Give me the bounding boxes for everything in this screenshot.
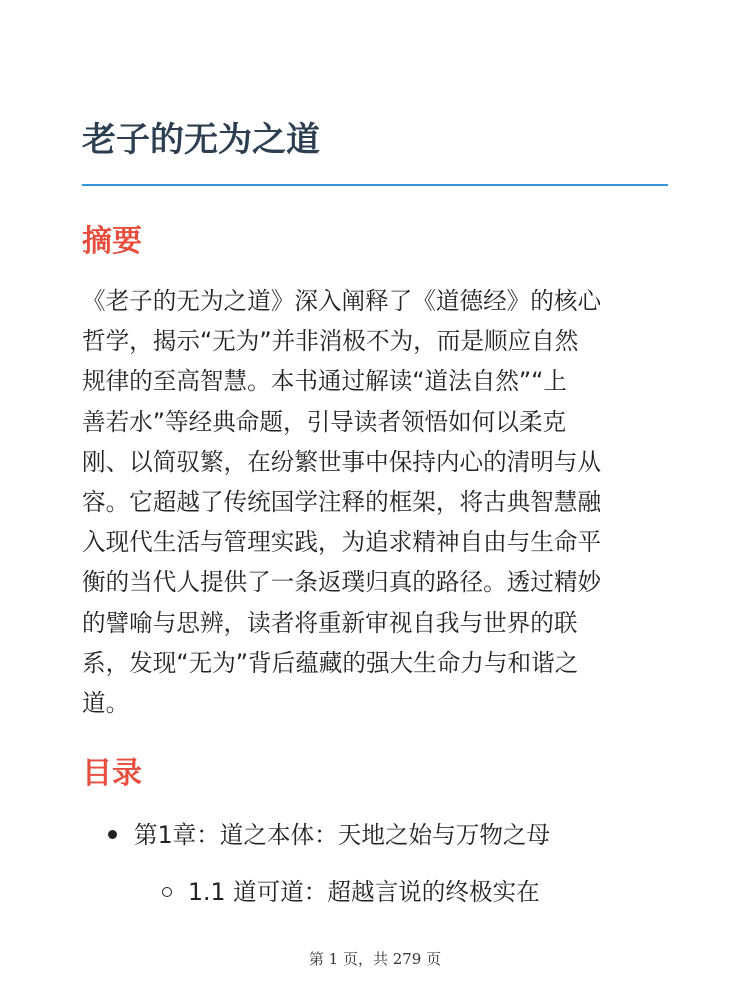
book-title: 老子的无为之道: [82, 120, 320, 160]
summary-line: 入现代生活与管理实践，为追求精神自由与生命平: [82, 528, 602, 557]
summary-heading: 摘要: [82, 224, 142, 259]
document-page: [82, 0, 668, 1000]
summary-line: 道。: [82, 689, 130, 718]
summary-line: 《老子的无为之道》深入阐释了《道德经》的核心: [82, 287, 602, 315]
summary-line: 系，发现“无为”背后蕴藏的强大生命力与和谐之: [82, 648, 579, 677]
summary-line: 的譬喻与思辨，读者将重新审视自我与世界的联: [82, 608, 578, 637]
bullet-disc-icon: [108, 830, 117, 839]
toc-chapter-item[interactable]: [108, 818, 550, 852]
toc-section-label: 1.1 道可道：超越言说的终极实在: [188, 878, 540, 906]
toc-heading: 目录: [82, 756, 142, 791]
page-number-footer: 第 1 页，共 279 页: [308, 950, 442, 968]
toc-section-item[interactable]: [162, 875, 540, 909]
title-divider: [82, 184, 668, 186]
bullet-circle-icon: [162, 887, 172, 897]
summary-line: 善若水”等经典命题，引导读者领悟如何以柔克: [82, 407, 567, 436]
summary-line: 衡的当代人提供了一条返璞归真的路径。透过精妙: [82, 568, 602, 597]
summary-paragraph: [82, 281, 668, 723]
summary-line: 容。它超越了传统国学注释的框架，将古典智慧融: [82, 488, 602, 517]
summary-line: 哲学，揭示“无为”并非消极不为，而是顺应自然: [82, 327, 579, 356]
summary-line: 刚、以简驭繁，在纷繁世事中保持内心的清明与从: [82, 447, 602, 476]
summary-line: 规律的至高智慧。本书通过解读“道法自然”“上: [82, 367, 567, 396]
toc-chapter-label: 第1章：道之本体：天地之始与万物之母: [134, 821, 551, 849]
